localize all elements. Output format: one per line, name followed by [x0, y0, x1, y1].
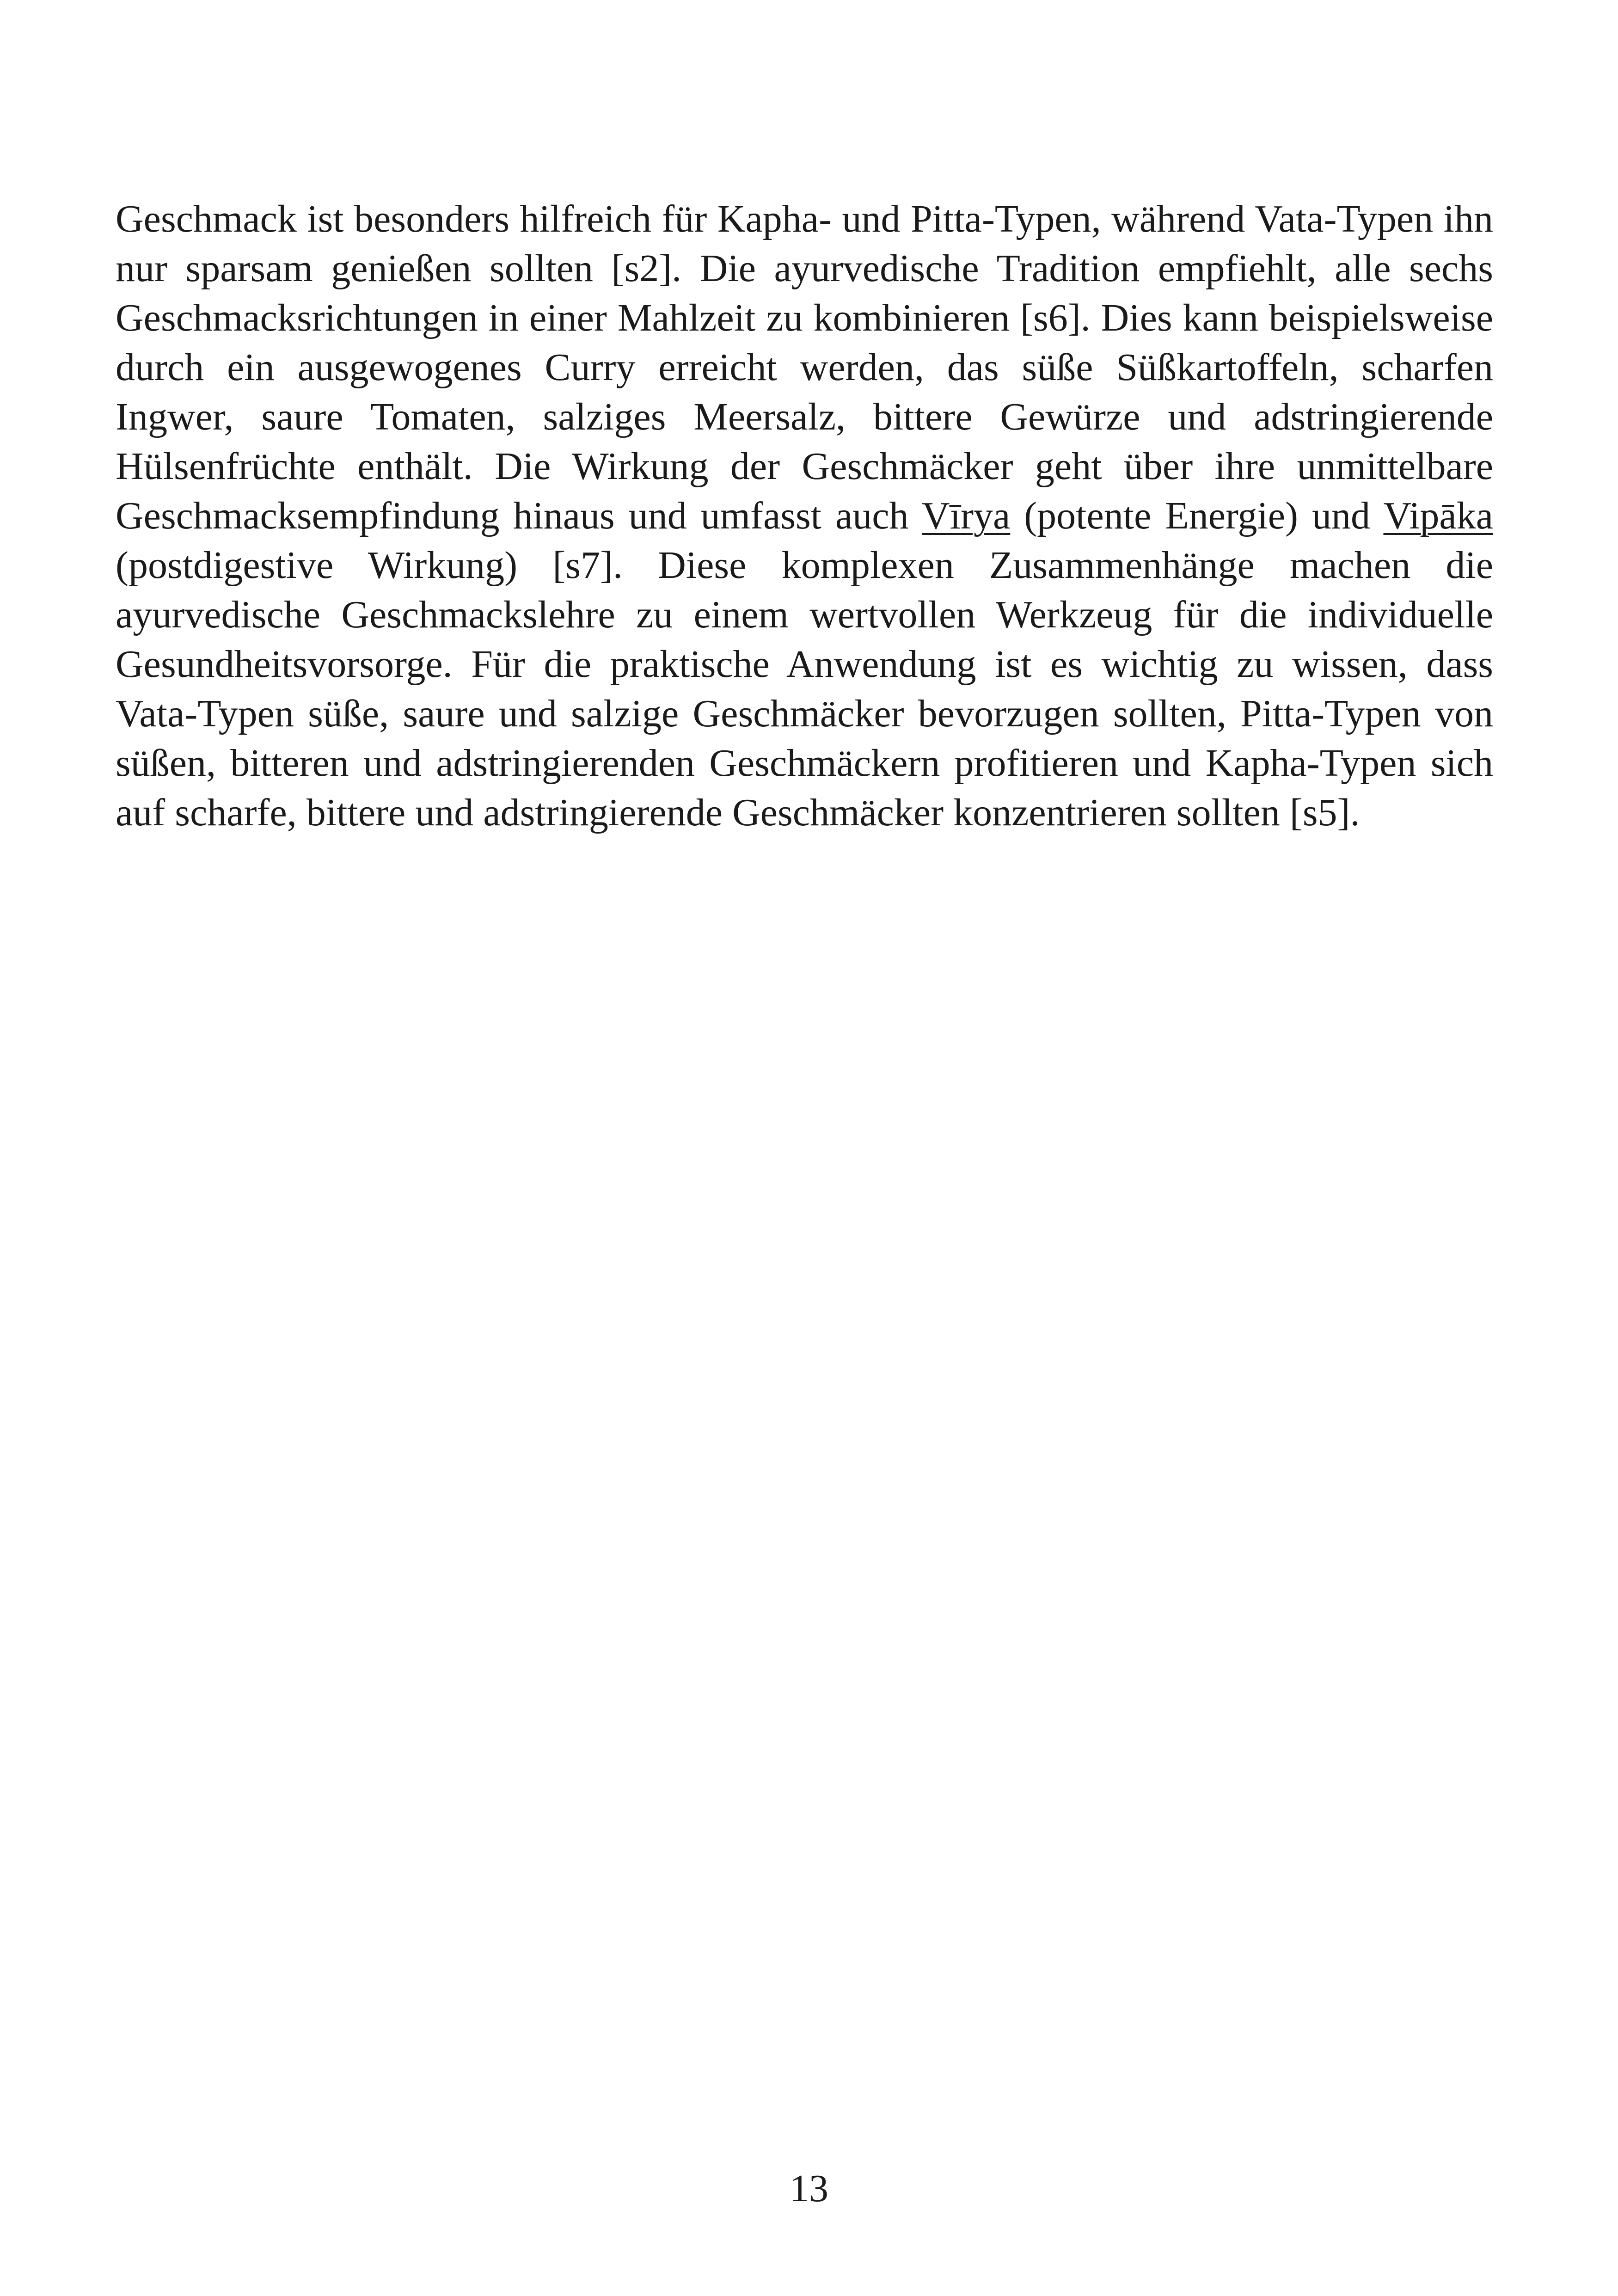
term-virya: Vīrya	[921, 494, 1011, 537]
page-number: 13	[790, 2167, 828, 2210]
body-paragraph	[116, 194, 1493, 837]
paragraph-text: (postdigestive Wirkung) [s7]. Diese komplexen Zusammenhänge machen die ayurvedische Geschmackslehre zu einem wertvollen Werkzeug für die individuelle Gesundheitsvorsorge. Für die praktische Anwendung ist es wichtig zu wissen, dass Vata-Typen süße, saure und salzige Geschmäcker bevorzugen sollten, Pitta-Typen von süßen, bitteren und adstringierenden Geschmäckern profitieren und Kapha-Typen sich auf scharfe, bittere und adstringierende Geschmäcker konzentrieren sollten [s5].	[116, 544, 1493, 834]
paragraph-text: Geschmack ist besonders hilfreich für Kapha- und Pitta-Typen, während Vata-Typen ihn nur sparsam genießen sollten [s2]. Die ayurvedische Tradition empfiehlt, alle sechs Geschmacksrichtungen in einer Mahlzeit zu kombinieren [s6]. Dies kann beispielsweise durch ein ausgewogenes Curry erreicht werden, das süße Süßkartoffeln, scharfen Ingwer, saure Tomaten, salziges Meersalz, bittere Gewürze und adstringierende Hülsenfrüchte enthält. Die Wirkung der Geschmäcker geht über ihre unmittelbare Geschmacksempfindung hinaus und umfasst auch	[116, 197, 1493, 537]
paragraph-text: (potente Energie) und	[1010, 494, 1384, 537]
term-vipaka: Vipāka	[1383, 494, 1493, 537]
